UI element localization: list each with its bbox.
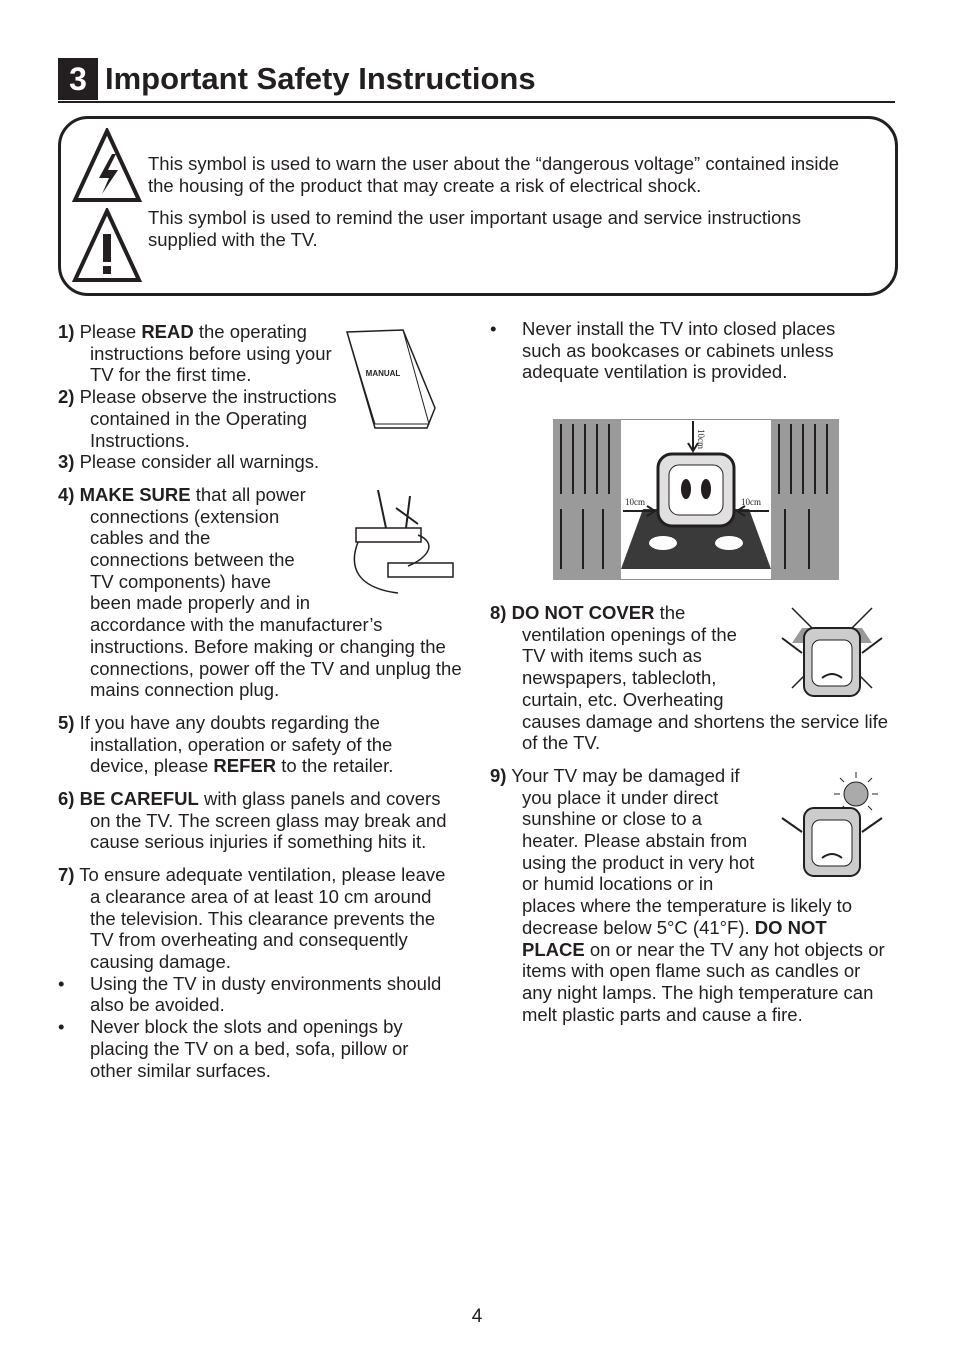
item-number: 7) [58, 864, 75, 886]
emphasis: READ [141, 321, 194, 342]
item-number: 9) [490, 764, 507, 786]
item-number: 3) [58, 451, 75, 473]
text: Your TV may be damaged if you place it under direct sunshine or close to a heater. Please abstain from using the product in very hot or humid locations or in places where the temperature is likely to decrease below 5°C (41°F). [506, 764, 853, 938]
instruction-2 [58, 386, 380, 451]
left-column [58, 321, 462, 1081]
bullet-text: • Never install the TV into closed places such as bookcases or cabinets unless adequate ventilation is provided. [490, 318, 860, 383]
page-number: 4 [471, 1306, 483, 1327]
title-rule [58, 101, 895, 103]
text: Please [74, 321, 142, 342]
manual-label: MANUAL [365, 369, 401, 378]
clearance-right-label: 10cm [741, 497, 761, 507]
text: Please consider all warnings. [74, 451, 320, 473]
clearance-left-label: 10cm [625, 497, 645, 507]
instruction-5 [58, 712, 448, 777]
text: Please observe the instructions contained in the Operating Instructions. [74, 386, 337, 451]
emphasis: REFER [213, 755, 277, 777]
instruction-1 [58, 321, 352, 386]
item-number: 4) MAKE SURE [58, 483, 191, 505]
symbol-text-voltage: This symbol is used to warn the user about the “dangerous voltage” contained inside the housing of the product that may create a risk of electrical shock. [148, 153, 840, 196]
instruction-6 [58, 788, 448, 853]
ventilation-diagram [553, 419, 839, 580]
text: If you have any doubts regarding the installation, operation or safety of the device, please [74, 711, 393, 777]
text: that all power connections (extension cables and the connections between the TV components) have been made properly and in accordance with the manufacturer’s instructions. Before making or changing the connections, power off the TV and unplug the mains connection plug. [90, 483, 462, 701]
bullet-closed-places [490, 318, 860, 383]
instruction-7 [58, 864, 448, 973]
lightning-triangle-icon [72, 128, 142, 204]
text: the ventilation openings of the TV with items such as newspapers, tablecloth, curtain, etc. Overheating causes damage and shortens the service life of the TV. [522, 602, 889, 754]
item-number: 8) DO NOT COVER [490, 602, 655, 623]
text: the operating instructions before using your TV for the first time. [90, 321, 332, 386]
text: on or near the TV any hot objects or items with open flame such as candles or any night lamps. The high temperature can melt plastic parts and cause a fire. [522, 938, 885, 1025]
text: to the retailer. [276, 755, 394, 777]
emphasis: DO NOT PLACE [522, 916, 827, 960]
instruction-3 [58, 451, 448, 473]
symbol-text-instructions: This symbol is used to remind the user important usage and service instructions supplied with the TV. [148, 207, 801, 250]
exclamation-triangle-icon [72, 208, 142, 284]
symbols-box [58, 116, 898, 296]
item-number: 5) [58, 711, 75, 733]
item-number: 6) BE CAREFUL [58, 788, 199, 810]
bullet-slots: • Never block the slots and openings by placing the TV on a bed, sofa, pillow or other similar surfaces. [58, 1016, 448, 1081]
section-number: 3 [58, 58, 98, 100]
bullet-dusty: • Using the TV in dusty environments should also be avoided. [58, 973, 448, 1016]
item-number: 1) [58, 321, 75, 342]
text: with glass panels and covers on the TV. The screen glass may break and cause serious injuries if something hits it. [90, 788, 447, 853]
text: To ensure adequate ventilation, please leave a clearance area of at least 10 cm around the television. This clearance prevents the TV from overheating and consequently causing damage. [74, 864, 446, 972]
right-column [490, 602, 890, 1025]
clearance-top-label: 10cm [696, 429, 706, 449]
item-number: 2) [58, 386, 75, 408]
page-title: Important Safety Instructions [105, 61, 536, 96]
